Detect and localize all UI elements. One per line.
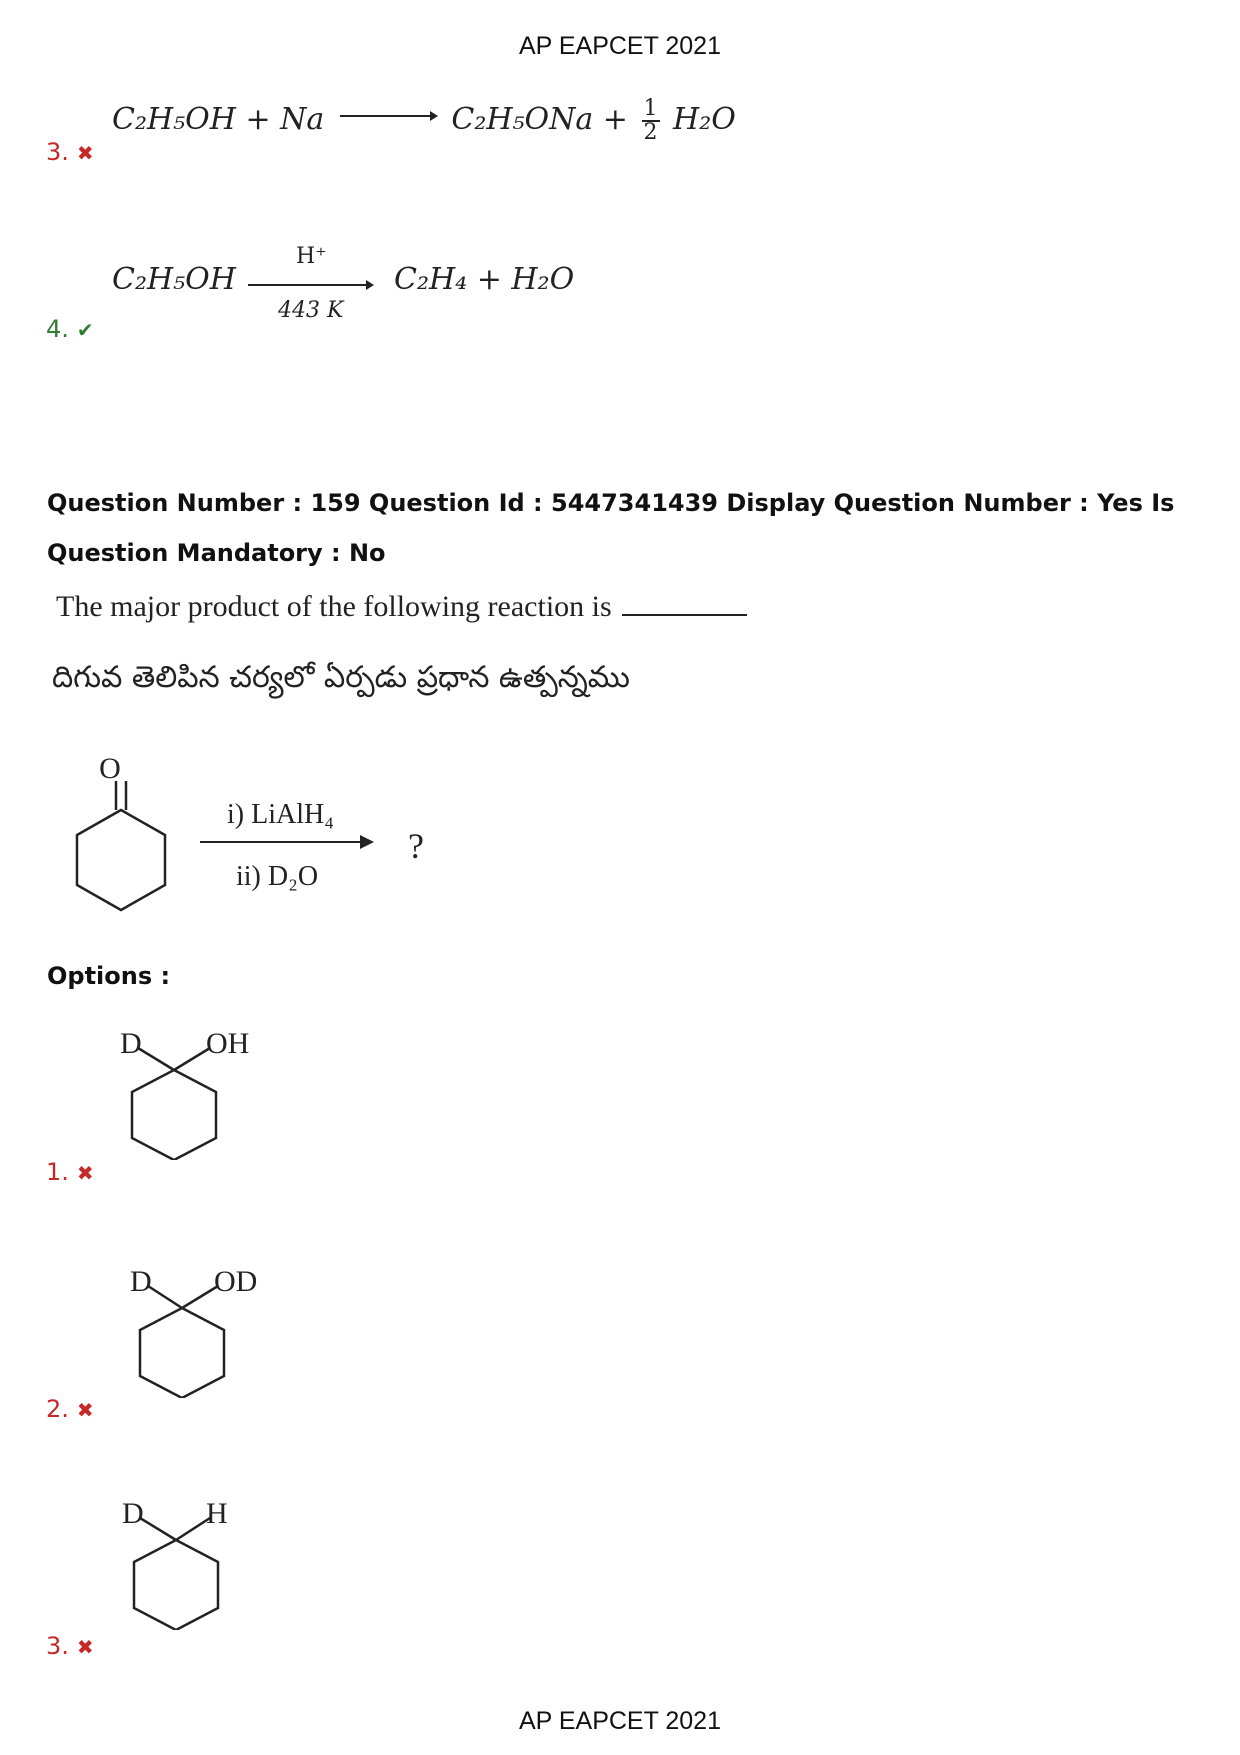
equation-product-tail: H₂O [673, 102, 736, 137]
option-3-structure [112, 1490, 272, 1630]
cross-icon: ✖ [76, 1635, 94, 1659]
fraction-numerator: 1 [643, 96, 658, 121]
fraction [642, 98, 660, 144]
carbonyl-oxygen-label: O [99, 752, 121, 785]
bond [148, 1286, 182, 1308]
substituent-left: D [122, 1497, 144, 1530]
check-icon: ✔ [76, 318, 94, 342]
option-number: 3. [46, 1632, 69, 1660]
reaction-product: ? [408, 826, 424, 866]
bond [140, 1518, 176, 1540]
option-2-label[interactable] [46, 1395, 94, 1423]
equation-product: C₂H₅ONa + [451, 102, 628, 137]
question-stem-english [56, 588, 747, 624]
cyclohexane-ring [134, 1540, 218, 1630]
question-meta: Question Number : 159 Question Id : 5447341439 Display Question Number : Yes Is Question Mandatory : No [47, 489, 1175, 567]
substituent-right: OH [206, 1027, 250, 1060]
reaction-arrow-icon [246, 278, 376, 292]
option-number: 1. [46, 1158, 69, 1186]
cyclohexane-ring [132, 1070, 216, 1160]
bond [182, 1286, 218, 1308]
options-label: Options : [47, 962, 171, 990]
option-number: 3. [46, 138, 69, 166]
answer-blank [622, 588, 747, 616]
prev-option-3-equation [112, 98, 736, 144]
fraction-denominator: 2 [643, 120, 658, 145]
equation-reactant: C₂H₅OH + Na [112, 102, 325, 137]
cross-icon: ✖ [76, 141, 94, 165]
option-3-label[interactable] [46, 1632, 94, 1660]
page-header: AP EAPCET 2021 [519, 32, 721, 60]
reaction-arrow [338, 96, 438, 131]
substituent-right: H [206, 1497, 228, 1530]
reagent-2: ii) D₂O [236, 861, 319, 892]
option-1-label[interactable] [46, 1158, 94, 1186]
page-footer: AP EAPCET 2021 [519, 1707, 721, 1735]
reaction-scheme [60, 745, 520, 935]
stem-text: The major product of the following reaction is [56, 590, 612, 623]
prev-option-4-label [46, 315, 94, 343]
option-2-structure [118, 1258, 288, 1398]
bond [138, 1048, 174, 1070]
substituent-right: OD [214, 1265, 258, 1298]
prev-option-4-below-arrow: 443 K [278, 298, 344, 323]
substituent-left: D [120, 1027, 142, 1060]
cross-icon: ✖ [76, 1398, 94, 1422]
prev-option-4-product: C₂H₄ + H₂O [394, 262, 575, 297]
prev-option-4-reactant: C₂H₅OH [112, 262, 236, 297]
option-number: 2. [46, 1395, 69, 1423]
option-1-structure [110, 1020, 270, 1160]
prev-option-3-label [46, 138, 94, 166]
bond [174, 1048, 210, 1070]
option-number: 4. [46, 315, 69, 343]
arrow-icon [338, 109, 438, 123]
prev-option-4-above-arrow: H⁺ [296, 244, 327, 269]
question-stem-telugu: దిగువ తెలిపిన చర్యలో ఏర్పడు ప్రధాన ఉత్పన్నము [52, 660, 630, 695]
cyclohexane-ring [77, 810, 165, 910]
bond [176, 1518, 210, 1540]
substituent-left: D [130, 1265, 152, 1298]
reagent-1: i) LiAlH₄ [227, 799, 334, 830]
cross-icon: ✖ [76, 1161, 94, 1185]
arrow-head [360, 835, 374, 849]
cyclohexane-ring [140, 1308, 224, 1398]
